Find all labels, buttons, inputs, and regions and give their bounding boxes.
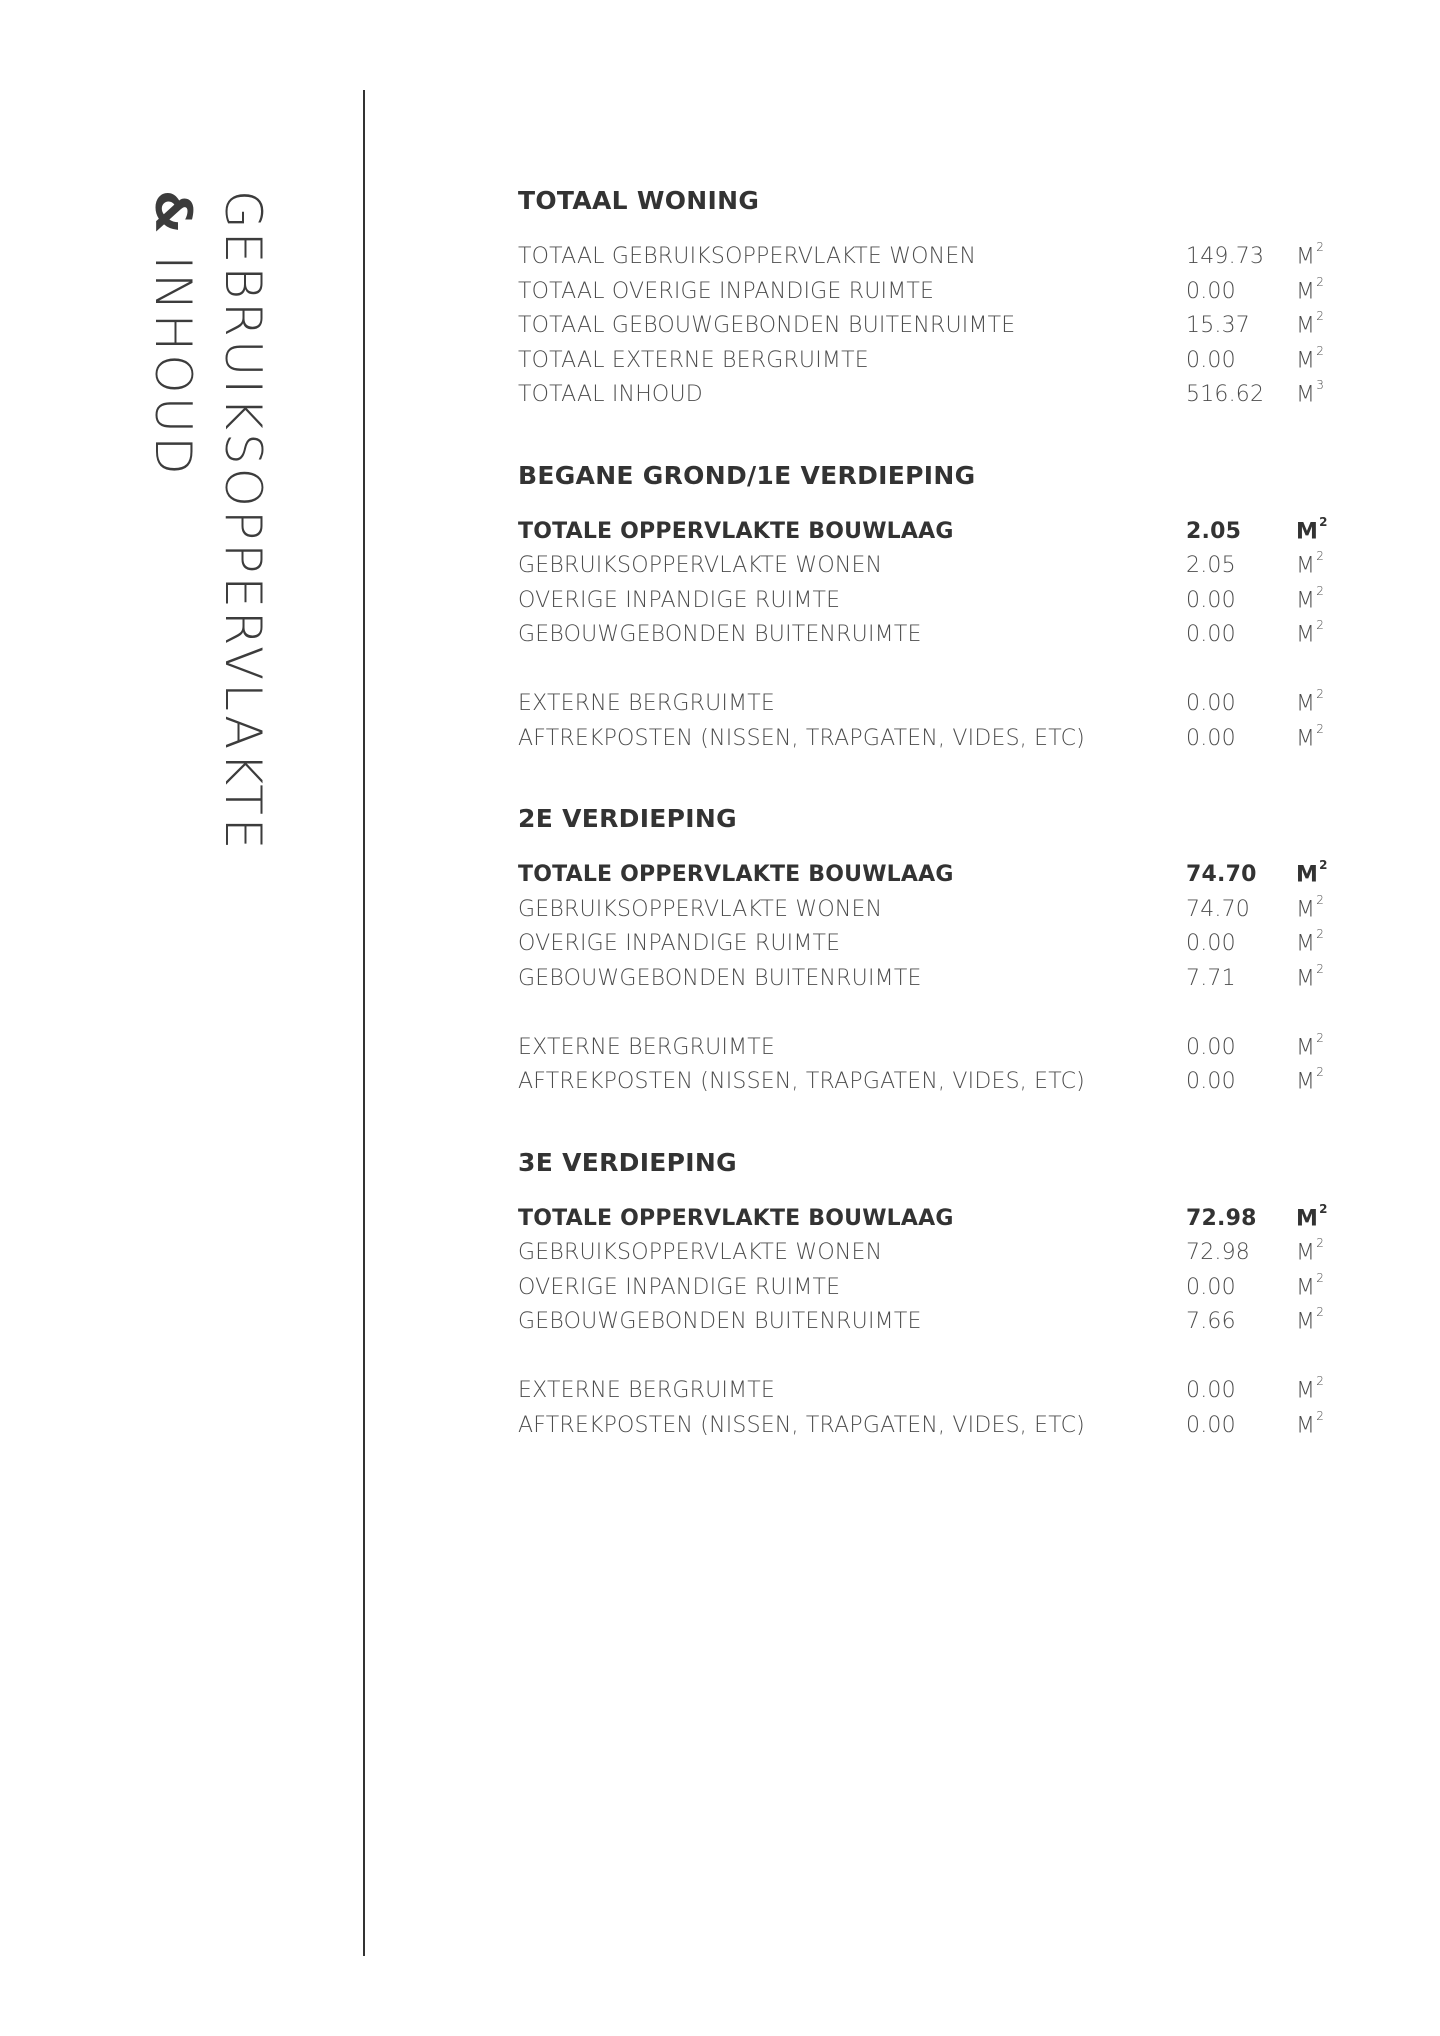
table-row (518, 1368, 1338, 1403)
row-label: OVERIGE INPANDIGE RUIMTE (518, 1274, 841, 1300)
row-unit: $M^3$ (1296, 378, 1325, 408)
row-value: 0.00 (1186, 1274, 1236, 1300)
table-row-total (518, 1196, 1338, 1231)
row-label: TOTAAL OVERIGE INPANDIGE RUIMTE (518, 278, 935, 304)
row-value: 74.70 (1186, 862, 1257, 888)
row-label: AFTREKPOSTEN (NISSEN, TRAPGATEN, VIDES, ETC) (518, 1412, 1085, 1438)
side-title-ampersand: & (144, 190, 202, 237)
row-label: AFTREKPOSTEN (NISSEN, TRAPGATEN, VIDES, ETC) (518, 725, 1085, 751)
section-begane-grond (518, 455, 1338, 751)
row-unit: $M^2$ (1296, 240, 1325, 270)
row-unit: $M^2$ (1296, 687, 1325, 717)
row-value: 2.05 (1186, 518, 1242, 544)
row-label: TOTALE OPPERVLAKTE BOUWLAAG (518, 862, 954, 888)
row-label: TOTAAL EXTERNE BERGRUIMTE (518, 347, 869, 373)
row-label: OVERIGE INPANDIGE RUIMTE (518, 587, 841, 613)
section-3e-verdieping (518, 1142, 1338, 1438)
row-label: TOTAAL GEBRUIKSOPPERVLAKTE WONEN (518, 244, 977, 270)
section-title: TOTAAL WONING (518, 186, 760, 215)
row-value: 7.66 (1186, 1309, 1236, 1335)
row-unit: $M^2$ (1296, 1201, 1328, 1231)
side-title-line2-text: INHOUD (144, 255, 202, 478)
row-label: OVERIGE INPANDIGE RUIMTE (518, 931, 841, 957)
row-label: TOTAAL INHOUD (518, 382, 703, 408)
row-label: EXTERNE BERGRUIMTE (518, 1034, 775, 1060)
row-unit: $M^2$ (1296, 1236, 1325, 1266)
row-label: EXTERNE BERGRUIMTE (518, 691, 775, 717)
row-unit: $M^2$ (1296, 1408, 1325, 1438)
vertical-divider (363, 90, 365, 1956)
row-unit: $M^2$ (1296, 1305, 1325, 1335)
row-unit: $M^2$ (1296, 858, 1328, 888)
row-value: 516.62 (1186, 382, 1265, 408)
row-label: TOTALE OPPERVLAKTE BOUWLAAG (518, 518, 954, 544)
row-label: EXTERNE BERGRUIMTE (518, 1378, 775, 1404)
row-value: 0.00 (1186, 587, 1236, 613)
row-value: 0.00 (1186, 1378, 1236, 1404)
content-area (518, 180, 1338, 1485)
table-row (518, 234, 1338, 269)
row-label: GEBOUWGEBONDEN BUITENRUIMTE (518, 622, 922, 648)
row-unit: $M^2$ (1296, 1270, 1325, 1300)
section-title: BEGANE GROND/1E VERDIEPING (518, 460, 976, 490)
row-value: 0.00 (1186, 725, 1236, 751)
row-unit: $M^2$ (1296, 721, 1325, 751)
row-value: 72.98 (1186, 1240, 1250, 1266)
row-value: 0.00 (1186, 622, 1236, 648)
row-value: 74.70 (1186, 896, 1250, 922)
row-label: GEBRUIKSOPPERVLAKTE WONEN (518, 1240, 883, 1266)
row-label: GEBOUWGEBONDEN BUITENRUIMTE (518, 1309, 922, 1335)
row-label: GEBRUIKSOPPERVLAKTE WONEN (518, 896, 883, 922)
row-unit: $M^2$ (1296, 1030, 1325, 1060)
table-row (518, 681, 1338, 716)
row-unit: $M^2$ (1296, 343, 1325, 373)
row-unit: $M^2$ (1296, 927, 1325, 957)
row-label: TOTALE OPPERVLAKTE BOUWLAAG (518, 1205, 954, 1231)
row-unit: $M^2$ (1296, 549, 1325, 579)
row-value: 72.98 (1186, 1205, 1257, 1231)
row-unit: $M^2$ (1296, 274, 1325, 304)
row-value: 0.00 (1186, 278, 1236, 304)
row-value: 0.00 (1186, 347, 1236, 373)
row-label: AFTREKPOSTEN (NISSEN, TRAPGATEN, VIDES, ETC) (518, 1069, 1085, 1095)
row-unit: $M^2$ (1296, 892, 1325, 922)
row-unit: $M^2$ (1296, 961, 1325, 991)
row-value: 2.05 (1186, 553, 1236, 579)
row-unit: $M^2$ (1296, 1065, 1325, 1095)
table-row-total (518, 509, 1338, 544)
section-title: 3E VERDIEPING (518, 1147, 737, 1177)
section-title: 2E VERDIEPING (518, 804, 737, 833)
row-label: TOTAAL GEBOUWGEBONDEN BUITENRUIMTE (518, 313, 1016, 339)
row-value: 0.00 (1186, 1412, 1236, 1438)
table-row (518, 1025, 1338, 1060)
row-unit: $M^2$ (1296, 1374, 1325, 1404)
row-value: 0.00 (1186, 931, 1236, 957)
row-unit: $M^2$ (1296, 309, 1325, 339)
row-label: GEBRUIKSOPPERVLAKTE WONEN (518, 553, 883, 579)
section-totaal-woning (518, 180, 1338, 407)
row-value: 0.00 (1186, 1034, 1236, 1060)
table-row-total (518, 852, 1338, 887)
row-value: 0.00 (1186, 691, 1236, 717)
row-value: 15.37 (1186, 313, 1250, 339)
side-title (138, 190, 278, 853)
row-label: GEBOUWGEBONDEN BUITENRUIMTE (518, 965, 922, 991)
side-title-line2 (138, 190, 208, 478)
section-2e-verdieping (518, 798, 1338, 1094)
row-value: 7.71 (1186, 965, 1236, 991)
row-value: 149.73 (1186, 244, 1265, 270)
row-unit: $M^2$ (1296, 618, 1325, 648)
row-unit: $M^2$ (1296, 514, 1328, 544)
side-title-line1: GEBRUIKSOPPERVLAKTE (214, 190, 272, 853)
row-value: 0.00 (1186, 1069, 1236, 1095)
row-unit: $M^2$ (1296, 583, 1325, 613)
